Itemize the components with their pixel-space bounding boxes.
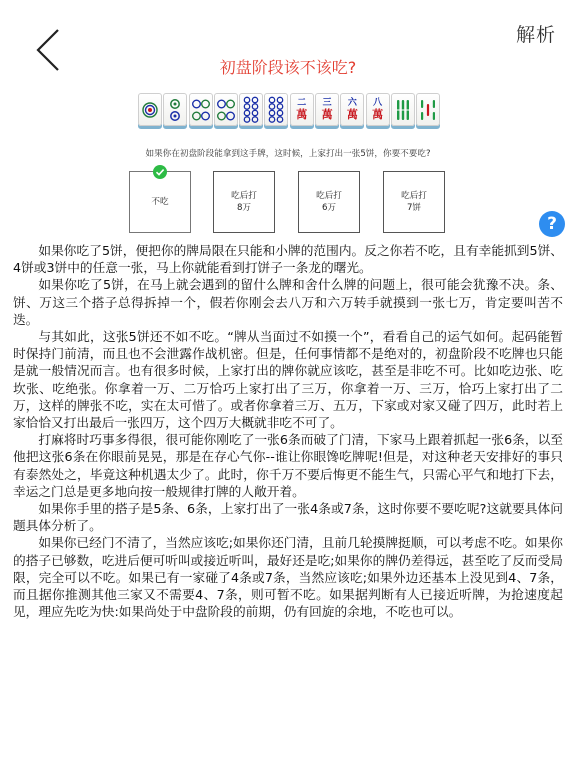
tile-bamboo-3: [391, 93, 415, 126]
article-paragraph: 如果你已经门不清了，当然应该吃;如果你还门清，且前几轮摸牌挺顺，可以考虑不吃。如果你的搭子已够数，吃进后便可听叫或接近听叫，最好还是吃;如果你的牌仍差得远，甚至吃了反而受局限，完全可以不吃。如果已有一家碰了4条或7条，当然应该吃;如果外边还基本上没见到4、7条，而且据你推测其他三家又不需要4、7条，则可暂不吃。如果据判断有人已接近听牌，为抢速度起见，理应先吃为快:如果尚处于中盘阶段的前期，仍有回旋的余地，不吃也可以。: [13, 535, 563, 620]
hand-tiles: [138, 93, 442, 129]
option-no-chow[interactable]: 不吃: [129, 171, 191, 233]
option-chow-discard-8wan[interactable]: 吃后打 8万: [213, 171, 275, 233]
help-button[interactable]: ?: [539, 211, 565, 237]
article-paragraph: 如果你吃了5饼，便把你的牌局限在只能和小牌的范围内。反之你若不吃，且有幸能抓到5饼、4饼或3饼中的任意一张，马上你就能看到打饼子一条龙的曙光。: [13, 243, 563, 276]
option-chow-discard-6wan[interactable]: 吃后打 6万: [298, 171, 360, 233]
option-chow-discard-7dots[interactable]: 吃后打 7饼: [383, 171, 445, 233]
tile-dots-4: [189, 93, 213, 126]
tile-dots-2: [163, 93, 187, 126]
article-paragraph: 打麻将时巧事多得很，很可能你刚吃了一张6条而破了门清，下家马上跟着抓起一张6条，以至他把这张6条在你眼前晃晃，那是在存心气你--谁让你眼馋吃牌呢!但是，对这种老天安排好的事只有泰然处之，毕竟这种机遇太少了。此时，你千万不要后悔更不能生气，只需心平气和地打下去，幸运之门总是更多地向按一般规律打牌的人敞开着。: [13, 432, 563, 499]
check-icon: [153, 165, 167, 179]
question-text: 如果你在初盘阶段能拿到这手牌，这时候，上家打出一张5饼，你要不要吃?: [145, 149, 431, 159]
tile-characters: 六 萬: [340, 93, 364, 126]
tile-characters: 三 萬: [315, 93, 339, 126]
tile-dots-4: [214, 93, 238, 126]
tile-dots-8: [239, 93, 263, 126]
tile-dots-8: [264, 93, 288, 126]
tile-dots-1: [138, 93, 162, 126]
article-paragraph: 如果你吃了5饼，在马上就会遇到的留什么牌和舍什么牌的问题上，很可能会犹豫不决。条、饼、万这三个搭子总得拆掉一个，假若你刚会去八万和六万转手就摸到一张七万，肯定要叫苦不迭。: [13, 277, 563, 327]
analysis-button[interactable]: 解析: [515, 24, 556, 46]
article-paragraph: 与其如此，这张5饼还不如不吃。“牌从当面过不如摸一个”，看看自己的运气如何。起码能暂时保持门前清，而且也不会泄露作战机密。但是，任何事情都不是绝对的，初盘阶段不吃牌也只能是就一般情况而言。也有很多时候，上家打出的牌你就应该吃，甚至是非吃不可。比如吃边张、吃坎张、吃绝张。你拿着一万、二万恰巧上家打出了三万，你拿着一万、三万，恰巧上家打出了二万，这样的牌张不吃，实在太可惜了。或者你拿着三万、五万，下家或对家又碰了四万，此时若上家恰恰又打出最后一张四万，这个四万大概就非吃不可了。: [13, 329, 563, 431]
tile-bamboo-5: [416, 93, 440, 126]
article-paragraph: 如果你手里的搭子是5条、6条，上家打出了一张4条或7条，这时你要不要吃呢?这就要具体问题具体分析了。: [13, 501, 563, 534]
tile-characters: 二 萬: [290, 93, 314, 126]
quiz-title: 初盘阶段该不该吃?: [219, 58, 357, 77]
analysis-article: [13, 242, 563, 620]
tile-characters: 八 萬: [366, 93, 390, 126]
